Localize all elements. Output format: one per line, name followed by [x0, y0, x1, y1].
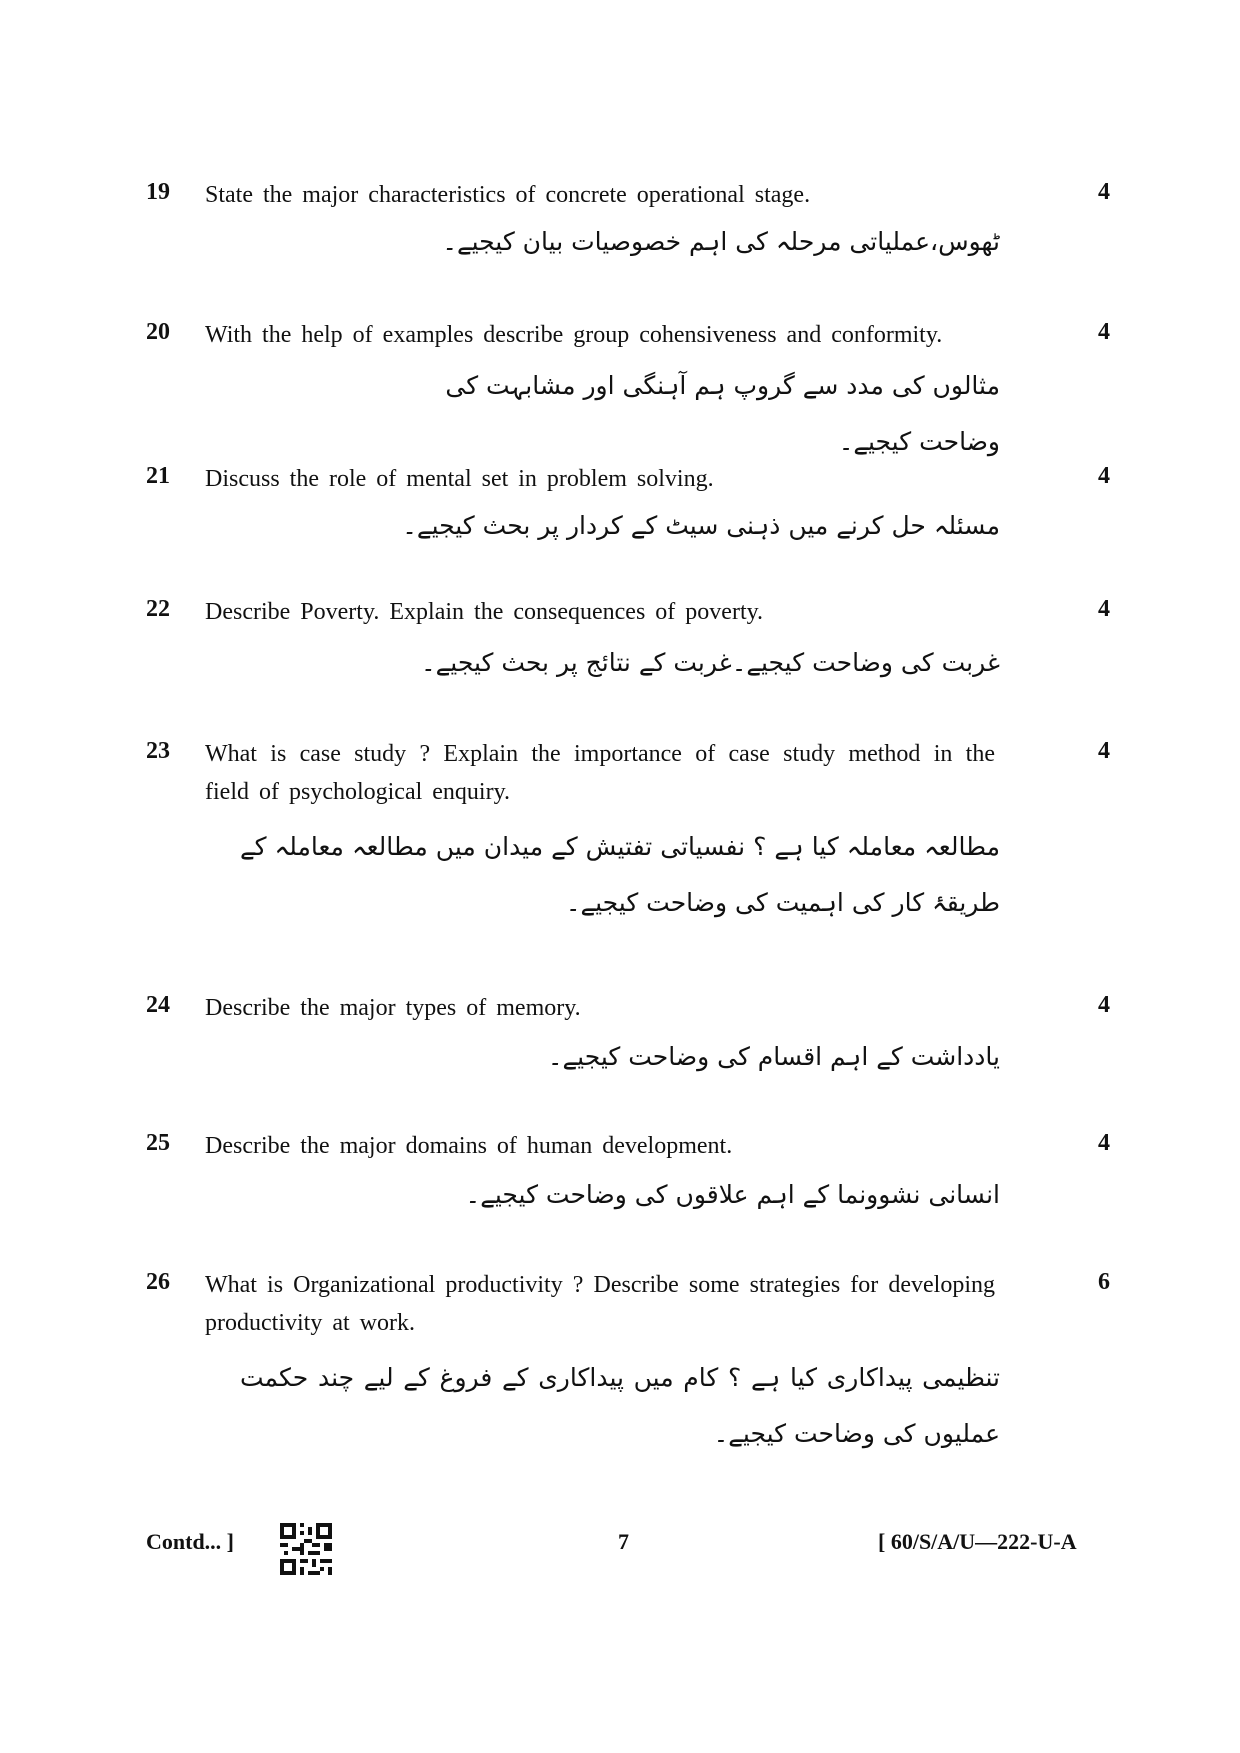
question-number: 20 — [146, 319, 170, 345]
question-number: 24 — [146, 992, 170, 1018]
question-marks: 4 — [1098, 596, 1110, 622]
question-text-urdu: غربت کی وضاحت کیجیے۔غربت کے نتائج پر بحث کیجیے۔ — [421, 648, 1000, 677]
question-text-english: Describe the major types of memory. — [205, 995, 581, 1021]
question-text-english: Discuss the role of mental set in problem solving. — [205, 466, 714, 492]
qr-code-icon — [280, 1523, 332, 1575]
question-number: 22 — [146, 596, 170, 622]
question-text-urdu: تنظیمی پیداکاری کیا ہے ؟ کام میں پیداکاری کے فروغ کے لیے چند حکمت عملیوں کی وضاحت کیجیے۔ — [240, 1363, 1000, 1448]
question-number: 23 — [146, 738, 170, 764]
continued-label: Contd... ] — [146, 1529, 235, 1554]
question-text-english: Describe the major domains of human development. — [205, 1133, 733, 1159]
question-text-urdu: مسئلہ حل کرنے میں ذہنی سیٹ کے کردار پر بحث کیجیے۔ — [402, 511, 1000, 540]
page-number: 7 — [618, 1529, 629, 1554]
question-marks: 4 — [1098, 992, 1110, 1018]
question-text-urdu: مثالوں کی مدد سے گروپ ہم آہنگی اور مشابہت کی وضاحت کیجیے۔ — [445, 371, 1000, 456]
question-text-english: What is Organizational productivity ? Describe some strategies for developing productivity at work. — [205, 1272, 995, 1336]
question-marks: 4 — [1098, 463, 1110, 489]
question-number: 19 — [146, 179, 170, 205]
paper-code: [ 60/S/A/U—222-U-A — [878, 1529, 1077, 1554]
question-number: 26 — [146, 1269, 170, 1295]
question-text-urdu: انسانی نشوونما کے اہم علاقوں کی وضاحت کیجیے۔ — [465, 1180, 1000, 1209]
question-text-english: With the help of examples describe group cohensiveness and conformity. — [205, 322, 943, 348]
question-text-urdu: مطالعہ معاملہ کیا ہے ؟ نفسیاتی تفتیش کے میدان میں مطالعہ معاملہ کے طریقۂ کار کی اہمیت کی وضاحت کیجیے۔ — [240, 832, 1000, 917]
question-marks: 4 — [1098, 738, 1110, 764]
question-marks: 4 — [1098, 179, 1110, 205]
question-marks: 4 — [1098, 319, 1110, 345]
question-text-english: Describe Poverty. Explain the consequences of poverty. — [205, 599, 764, 625]
page-footer — [0, 1523, 1240, 1573]
question-marks: 4 — [1098, 1130, 1110, 1156]
question-number: 21 — [146, 463, 170, 489]
question-text-english: What is case study ? Explain the importance of case study method in the field of psychological enquiry. — [205, 741, 995, 805]
question-marks: 6 — [1098, 1269, 1110, 1295]
question-text-english: State the major characteristics of concrete operational stage. — [205, 182, 811, 208]
question-text-urdu: ٹھوس،عملیاتی مرحلہ کی اہم خصوصیات بیان کیجیے۔ — [442, 227, 1000, 256]
question-number: 25 — [146, 1130, 170, 1156]
question-text-urdu: یادداشت کے اہم اقسام کی وضاحت کیجیے۔ — [547, 1042, 1000, 1071]
